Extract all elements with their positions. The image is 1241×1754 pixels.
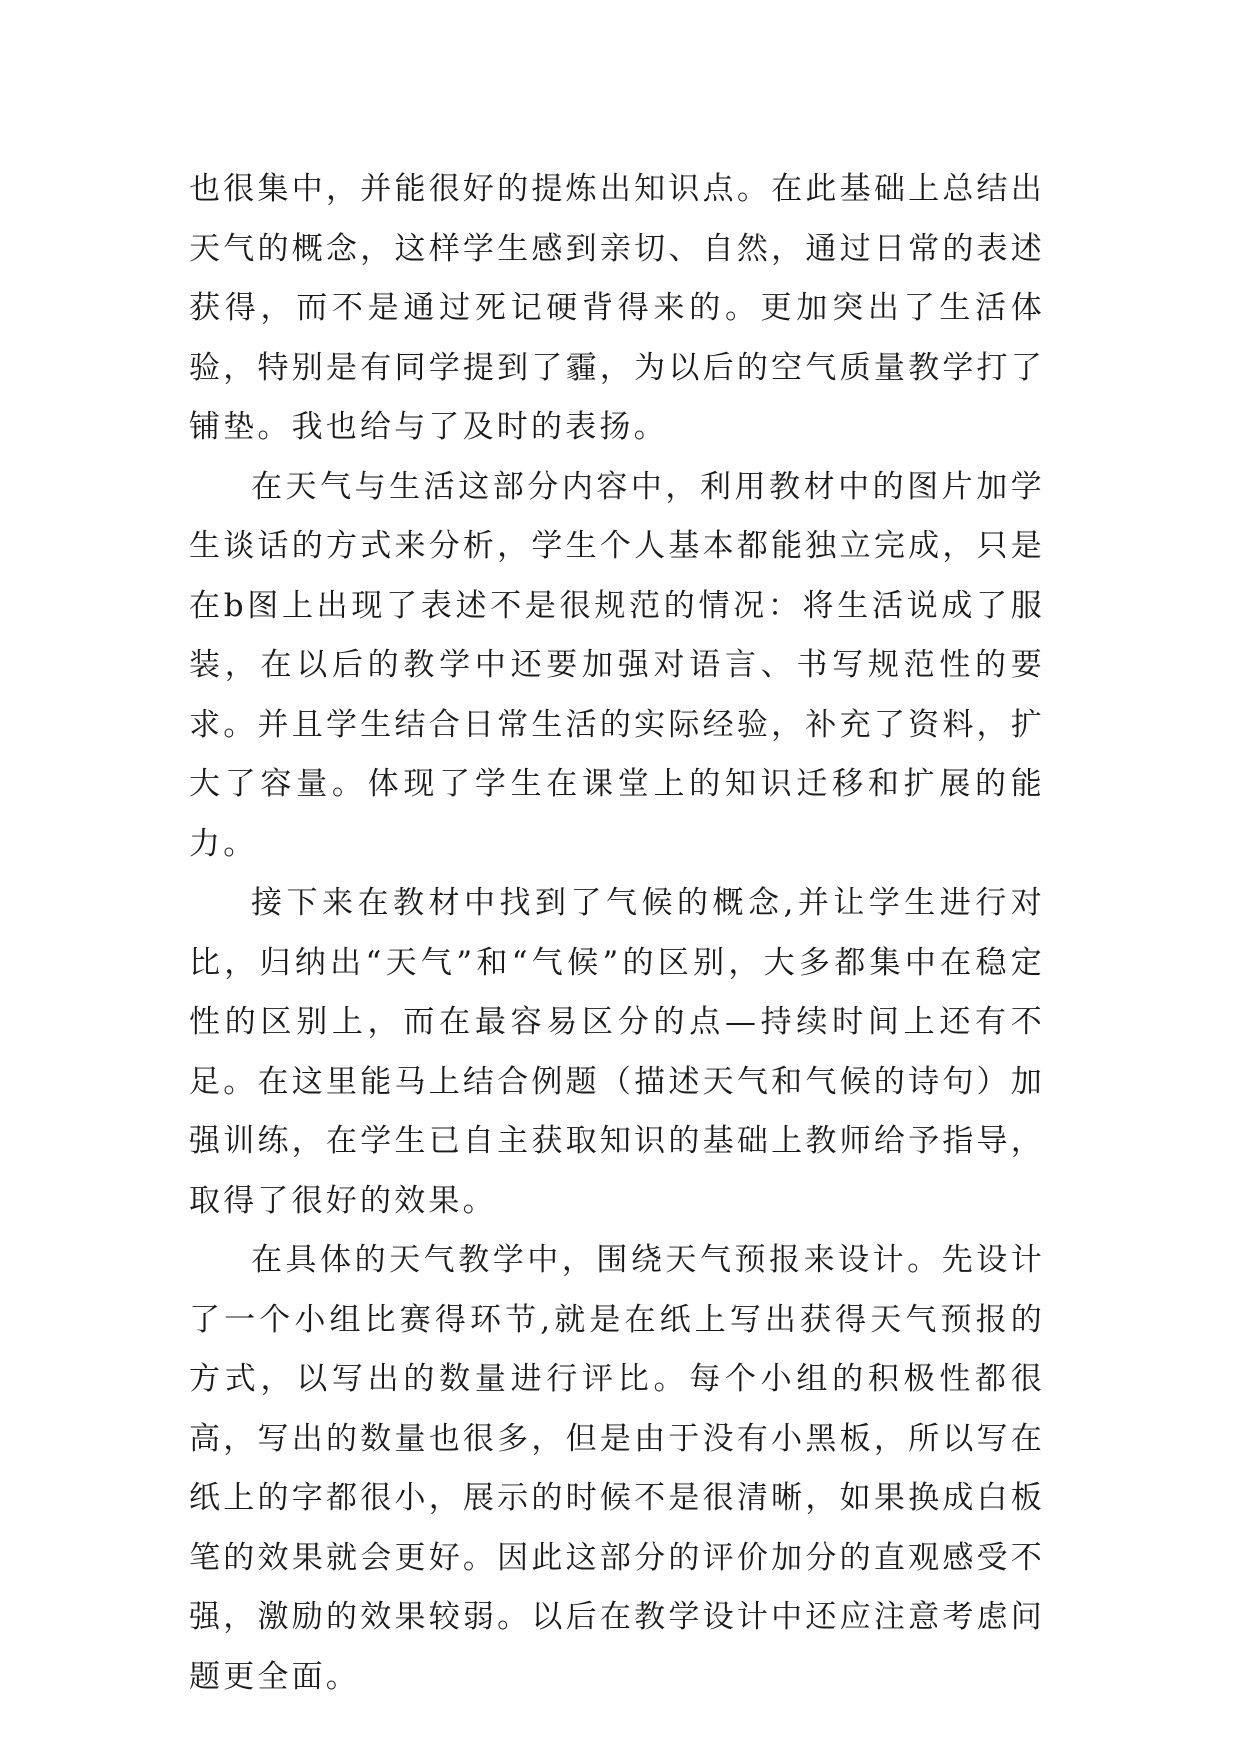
document-body bbox=[189, 160, 1045, 1707]
paragraph-3: 接下来在教材中找到了气候的概念,并让学生进行对比，归纳出“天气”和“气候”的区别，大多都集中在稳定性的区别上，而在最容易区分的点—持续时间上还有不足。在这里能马上结合例题（描述天气和气候的诗句）加强训练，在学生已自主获取知识的基础上教师给予指导，取得了很好的效果。 bbox=[189, 885, 1045, 1219]
paragraph-2: 在天气与生活这部分内容中，利用教材中的图片加学生谈话的方式来分析，学生个人基本都能独立完成，只是在b图上出现了表述不是很规范的情况：将生活说成了服装，在以后的教学中还要加强对语言、书写规范性的要求。并且学生结合日常生活的实际经验，补充了资料，扩大了容量。体现了学生在课堂上的知识迁移和扩展的能力。 bbox=[189, 468, 1045, 862]
paragraph-4: 在具体的天气教学中，围绕天气预报来设计。先设计了一个小组比赛得环节,就是在纸上写出获得天气预报的方式，以写出的数量进行评比。每个小组的积极性都很高，写出的数量也很多，但是由于没有小黑板，所以写在纸上的字都很小，展示的时候不是很清晰，如果换成白板笔的效果就会更好。因此这部分的评价加分的直观感受不强，激励的效果较弱。以后在教学设计中还应注意考虑问题更全面。 bbox=[189, 1242, 1045, 1695]
paragraph-1: 也很集中，并能很好的提炼出知识点。在此基础上总结出天气的概念，这样学生感到亲切、自然，通过日常的表述获得，而不是通过死记硬背得来的。更加突出了生活体验，特别是有同学提到了霾，为以后的空气质量教学打了铺垫。我也给与了及时的表扬。 bbox=[189, 171, 1045, 445]
